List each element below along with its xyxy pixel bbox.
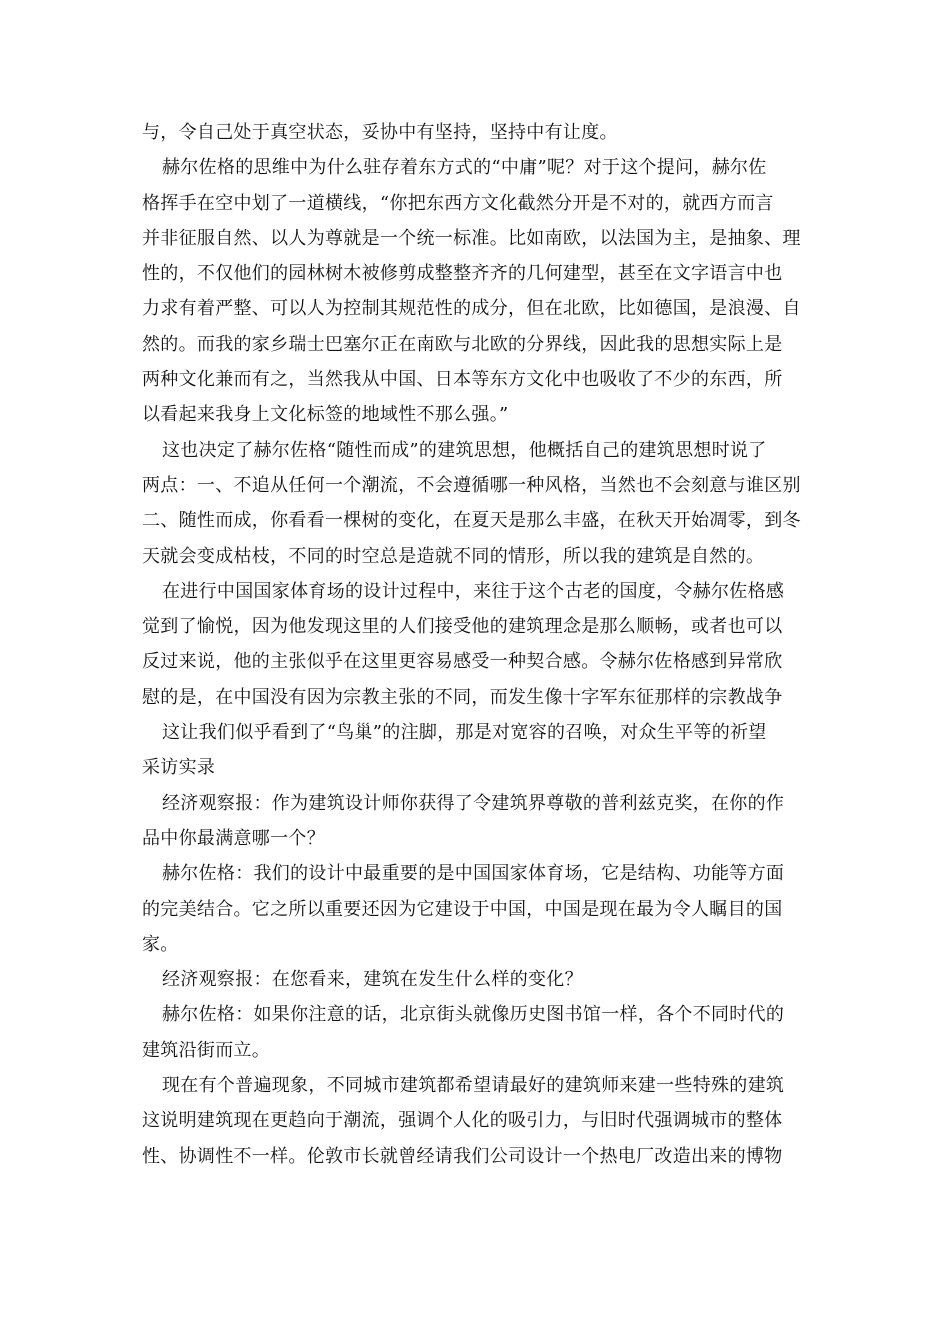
- text-line: 现在有个普遍现象，不同城市建筑都希望请最好的建筑师来建一些特殊的建筑: [162, 1075, 785, 1097]
- text-line: 性的，不仅他们的园林树木被修剪成整整齐齐的几何建型，甚至在文字语言中也: [142, 263, 783, 285]
- text-line: 两种文化兼而有之，当然我从中国、日本等东方文化中也吸收了不少的东西，所: [142, 369, 783, 391]
- text-line: 经济观察报：在您看来，建筑在发生什么样的变化？: [162, 969, 583, 991]
- text-line: 以看起来我身上文化标签的地域性不那么强。”: [142, 404, 509, 426]
- text-line: 两点：一、不追从任何一个潮流，不会遵循哪一种风格，当然也不会刻意与谁区别: [142, 474, 801, 496]
- text-line: 的完美结合。它之所以重要还因为它建设于中国，中国是现在最为令人瞩目的国: [142, 898, 783, 920]
- text-line: 赫尔佐格的思维中为什么驻存着东方式的“中庸”呢？对于这个提问，赫尔佐: [162, 157, 767, 179]
- text-line: 这也决定了赫尔佐格“随性而成”的建筑思想，他概括自己的建筑思想时说了: [162, 439, 767, 461]
- text-line: 赫尔佐格：如果你注意的话，北京街头就像历史图书馆一样，各个不同时代的: [162, 1004, 785, 1026]
- text-line: 反过来说，他的主张似乎在这里更容易感受一种契合感。令赫尔佐格感到异常欣: [142, 651, 783, 673]
- text-line: 家。: [142, 933, 179, 955]
- text-line: 采访实录: [142, 757, 216, 779]
- text-line: 这让我们似乎看到了“鸟巢”的注脚，那是对宽容的召唤，对众生平等的祈望: [162, 722, 767, 744]
- text-line: 品中你最满意哪一个？: [142, 827, 325, 849]
- text-line: 这说明建筑现在更趋向于潮流，强调个人化的吸引力，与旧时代强调城市的整体: [142, 1110, 783, 1132]
- text-line: 在进行中国国家体育场的设计过程中，来往于这个古老的国度，令赫尔佐格感: [162, 580, 785, 602]
- text-line: 经济观察报：作为建筑设计师你获得了令建筑界尊敬的普利兹克奖，在你的作: [162, 792, 785, 814]
- text-line: 与，令自己处于真空状态，妥协中有坚持，坚持中有让度。: [142, 122, 618, 143]
- text-line: 建筑沿街而立。: [142, 1039, 271, 1061]
- text-line: 力求有着严整、可以人为控制其规范性的成分，但在北欧，比如德国，是浪漫、自: [142, 298, 801, 320]
- text-line: 然的。而我的家乡瑞士巴塞尔正在南欧与北欧的分界线，因此我的思想实际上是: [142, 333, 783, 355]
- text-line: 性、协调性不一样。伦敦市长就曾经请我们公司设计一个热电厂改造出来的博物: [142, 1145, 783, 1167]
- text-line: 二、随性而成，你看看一棵树的变化，在夏天是那么丰盛，在秋天开始凋零，到冬: [142, 510, 801, 532]
- text-line: 赫尔佐格：我们的设计中最重要的是中国国家体育场，它是结构、功能等方面: [162, 863, 785, 885]
- text-line: 天就会变成枯枝，不同的时空总是造就不同的情形，所以我的建筑是自然的。: [142, 545, 765, 567]
- text-line: 格挥手在空中划了一道横线，“你把东西方文化截然分开是不对的，就西方而言: [142, 192, 774, 214]
- text-line: 觉到了愉悦，因为他发现这里的人们接受他的建筑理念是那么顺畅，或者也可以: [142, 616, 783, 638]
- text-line: 并非征服自然、以人为尊就是一个统一标准。比如南欧，以法国为主，是抽象、理: [142, 227, 801, 249]
- text-line: 慰的是，在中国没有因为宗教主张的不同，而发生像十字军东征那样的宗教战争: [142, 686, 783, 708]
- document-body: [142, 115, 808, 1174]
